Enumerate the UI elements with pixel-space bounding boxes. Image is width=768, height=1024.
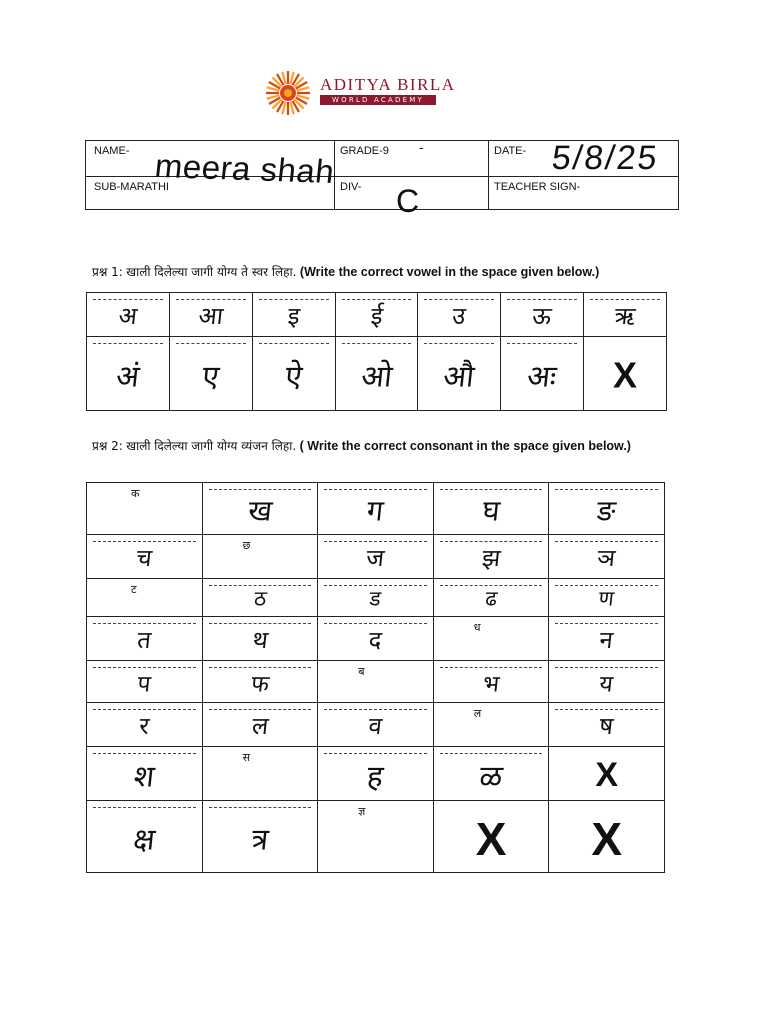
- letter-cell: [318, 617, 434, 661]
- handwritten-letter: ढ: [483, 586, 499, 611]
- handwritten-letter: श: [132, 758, 157, 794]
- table-row: [87, 703, 665, 747]
- cross-mark: X: [475, 812, 507, 865]
- letter-cell: [169, 293, 252, 337]
- letter-cell: [549, 661, 665, 703]
- date-label: DATE-: [494, 145, 527, 157]
- letter-cell: [87, 579, 203, 617]
- letter-cell: [549, 535, 665, 579]
- handwritten-letter: औ: [441, 358, 477, 394]
- letter-cell: [433, 579, 549, 617]
- table-row: [87, 617, 665, 661]
- letter-cell: [433, 703, 549, 747]
- handwritten-letter: च: [135, 543, 154, 572]
- consonant-table: [86, 482, 665, 873]
- handwritten-letter: ड: [368, 586, 383, 611]
- letter-cell: [202, 483, 318, 535]
- dashed-writing-line: [209, 807, 312, 808]
- handwritten-letter: ए: [200, 358, 221, 394]
- logo-name: ADITYA BIRLA: [320, 75, 456, 94]
- dashed-writing-line: [507, 343, 577, 344]
- handwritten-letter: ऐ: [283, 358, 304, 394]
- handwritten-letter: प: [136, 671, 152, 698]
- handwritten-letter: आ: [196, 301, 225, 330]
- handwritten-letter: ञ: [596, 543, 618, 572]
- letter-cell: [549, 617, 665, 661]
- letter-cell: [87, 483, 203, 535]
- handwritten-letter: ठ: [252, 586, 268, 611]
- dashed-writing-line: [176, 343, 246, 344]
- handwritten-letter: ह: [365, 758, 386, 794]
- letter-cell: [318, 535, 434, 579]
- handwritten-letter: ण: [597, 586, 616, 611]
- letter-cell: [433, 661, 549, 703]
- handwritten-letter: त: [135, 625, 153, 654]
- letter-cell: [87, 535, 203, 579]
- letter-cell: [202, 661, 318, 703]
- handwritten-letter: अ: [117, 301, 139, 330]
- letter-cell: [318, 483, 434, 535]
- handwritten-letter: ख: [246, 492, 274, 527]
- letter-cell: [202, 579, 318, 617]
- student-name-handwritten: meera shah: [153, 146, 337, 191]
- handwritten-letter: ज: [365, 543, 386, 572]
- printed-letter: ट: [131, 583, 137, 596]
- vowel-table: [86, 292, 667, 411]
- school-logo: [262, 68, 456, 118]
- grade-label: GRADE-9: [340, 145, 389, 157]
- letter-cell: [433, 483, 549, 535]
- table-row: [87, 293, 667, 337]
- handwritten-letter: भ: [481, 671, 501, 698]
- handwritten-letter: ळ: [477, 758, 505, 794]
- name-label: NAME-: [94, 145, 130, 157]
- printed-letter: ज्ञ: [358, 805, 366, 818]
- printed-letter: ल: [473, 707, 482, 720]
- letter-cell: [318, 661, 434, 703]
- handwritten-letter: ई: [369, 301, 384, 330]
- handwritten-letter: व: [367, 711, 384, 740]
- letter-cell: [549, 747, 665, 801]
- dashed-writing-line: [342, 343, 412, 344]
- letter-cell: [87, 617, 203, 661]
- letter-cell: [318, 747, 434, 801]
- handwritten-letter: घ: [480, 492, 502, 527]
- handwritten-letter: ओ: [359, 358, 394, 394]
- handwritten-letter: उ: [451, 301, 468, 330]
- printed-letter: क: [131, 487, 140, 500]
- letter-cell: [501, 337, 584, 411]
- cross-mark: X: [595, 755, 619, 794]
- handwritten-letter: इ: [286, 301, 301, 330]
- sun-logo-icon: [262, 68, 314, 118]
- letter-cell: [549, 801, 665, 873]
- letter-cell: [418, 293, 501, 337]
- handwritten-letter: फ: [249, 671, 270, 698]
- logo-subtitle: WORLD ACADEMY: [320, 95, 436, 105]
- handwritten-letter: य: [598, 671, 615, 698]
- div-handwritten: C: [396, 183, 420, 219]
- letter-cell: [87, 747, 203, 801]
- question-2-heading: प्रश्न 2: खाली दिलेल्या जागी योग्य व्यंजन लिहा. ( Write the correct consonant in the space given below.): [92, 439, 631, 453]
- table-row: [87, 579, 665, 617]
- letter-cell: [549, 579, 665, 617]
- letter-cell: [202, 801, 318, 873]
- question-1-heading: प्रश्न 1: खाली दिलेल्या जागी योग्य ते स्वर लिहा. (Write the correct vowel in the space given below.): [92, 265, 600, 279]
- handwritten-letter: थ: [250, 625, 269, 654]
- handwritten-letter: अं: [114, 358, 142, 394]
- letter-cell: [87, 703, 203, 747]
- printed-letter: स: [242, 751, 251, 764]
- dashed-writing-line: [93, 807, 196, 808]
- handwritten-letter: ग: [365, 492, 386, 527]
- letter-cell: [335, 293, 418, 337]
- letter-cell: [87, 801, 203, 873]
- letter-cell: [202, 703, 318, 747]
- letter-cell: [202, 617, 318, 661]
- cross-mark: X: [591, 812, 623, 865]
- letter-cell: [87, 293, 170, 337]
- letter-cell: [335, 337, 418, 411]
- handwritten-letter: क्ष: [131, 821, 157, 857]
- printed-letter: छ: [242, 539, 251, 552]
- letter-cell: [252, 293, 335, 337]
- letter-cell: [202, 747, 318, 801]
- letter-cell: [433, 747, 549, 801]
- letter-cell: [549, 703, 665, 747]
- printed-letter: ध: [473, 621, 481, 634]
- letter-cell: [433, 801, 549, 873]
- letter-cell: [584, 337, 667, 411]
- table-row: [87, 483, 665, 535]
- cross-mark: X: [613, 354, 638, 396]
- letter-cell: [252, 337, 335, 411]
- dashed-writing-line: [424, 343, 494, 344]
- teacher-sign-label: TEACHER SIGN-: [494, 181, 581, 193]
- subject-label: SUB-MARATHI: [94, 181, 169, 193]
- letter-cell: [318, 703, 434, 747]
- letter-cell: [318, 579, 434, 617]
- table-row: [87, 747, 665, 801]
- handwritten-letter: ङ: [595, 492, 618, 527]
- handwritten-letter: ऊ: [531, 301, 553, 330]
- table-row: [87, 801, 665, 873]
- handwritten-letter: झ: [480, 543, 502, 572]
- handwritten-letter: न: [598, 625, 615, 654]
- table-row: [87, 535, 665, 579]
- letter-cell: [202, 535, 318, 579]
- div-label: DIV-: [340, 181, 362, 193]
- handwritten-letter: ष: [598, 711, 616, 740]
- handwritten-letter: ल: [250, 711, 270, 740]
- handwritten-letter: अः: [525, 358, 559, 394]
- letter-cell: [87, 661, 203, 703]
- printed-letter: ब: [358, 665, 365, 678]
- letter-cell: [433, 535, 549, 579]
- date-handwritten: 5/8/25: [550, 139, 661, 177]
- handwritten-letter: त्र: [249, 821, 270, 857]
- letter-cell: [169, 337, 252, 411]
- handwritten-letter: ऋ: [613, 301, 637, 330]
- letter-cell: [433, 617, 549, 661]
- letter-cell: [318, 801, 434, 873]
- handwritten-letter: द: [367, 625, 384, 654]
- letter-cell: [584, 293, 667, 337]
- dashed-writing-line: [93, 343, 163, 344]
- table-row: [87, 661, 665, 703]
- table-row: [87, 337, 667, 411]
- letter-cell: [418, 337, 501, 411]
- letter-cell: [87, 337, 170, 411]
- handwritten-letter: र: [137, 711, 151, 740]
- dashed-writing-line: [259, 343, 329, 344]
- grade-mark: -: [419, 139, 424, 155]
- letter-cell: [501, 293, 584, 337]
- letter-cell: [549, 483, 665, 535]
